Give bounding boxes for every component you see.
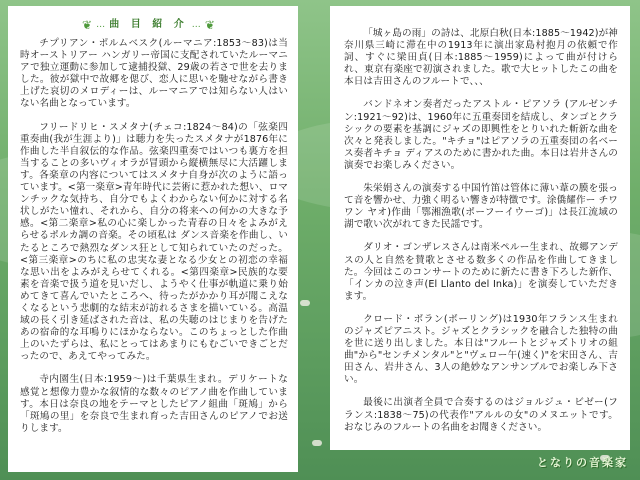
note-piazzolla: バンドネオン奏者だったアストル・ピアソラ (アルゼンチン:1921〜92)は、1960年に五重奏団を結成し、タンゴとクラシックの要素を基調にジャズの即興性をとりいれた斬新な曲を次々と発表しました。"キチョ"はピアソラの五重奏団の名ベース奏者キチョ ディアスのために書かれた曲。本日は岩井さんの演奏でお楽しみください。 — [344, 99, 618, 171]
program-notes-right-panel — [330, 6, 630, 450]
note-porumbescu: チプリアン・ポルムベスク(ルーマニア:1853〜83)は当時オーストリアー ハンガリー帝国に支配されていたルーマニアで独立運動に参加して逮捕投獄、29歳の若さで世を去りました。彼が獄中で故郷を偲び、恋人に思いを馳せながら書き上げた哀切のメロディーは、ルーマニアでは知らない人はいない名曲となっています。 — [20, 38, 288, 110]
leaf-icon: ❦ — [82, 17, 93, 32]
program-notes-left-panel — [8, 6, 298, 472]
note-bolling: クロード・ボラン(ボーリング)は1930年フランス生まれのジャズピアニスト。ジャズとクラシックを融合した独特の曲を世に送り出しました。本日は"フルートとジャズトリオの組曲"から"センチメンタル"と"ヴェロー午(速く)"を宋田さん、吉田さん、岩井さん、3人の絶妙なアンサンブルでお楽しみ下さい。 — [344, 313, 618, 386]
note-chinese-flute: 朱栄娟さんの演奏する中国竹笛は管体に薄い葦の膜を張って音を響かせ、力強く明るい響きが特徴です。涂僑耀作ー チワワン ヤオ)作曲「鄂湘漁歌(ポーフーイウーゴ)」は長江流域の湖で歌い次がれてきた民謡です。 — [344, 183, 618, 231]
section-title — [20, 12, 288, 38]
note-bizet: 最後に出演者全員で合奏するのはジョルジュ・ビゼー(フランス:1838〜75)の代表作"アルルの女"のメヌエットです。おなじみのフルートの名曲をお聞きください。 — [344, 397, 618, 433]
site-brand-logo: となりの音楽家 — [537, 456, 628, 469]
background-cow — [312, 440, 322, 446]
note-smetana: フリードリヒ・スメタナ(チェコ:1824〜84)の「弦楽四重奏曲(我が生涯より)」は聴力を失ったスメタナが1876年に作曲した半自叙伝的な作品。弦楽四重奏ではいつも裏方を担当することの多いヴィオラが冒頭から縦横無尽に大活躍します。各楽章の内容についてはスメタナ自身が次のように語っています。<第一楽章>青年時代に芸術に惹かれた想い、ロマンチックな気持ち、自分でもよくわからない何かに対する名状しがたい憧れ、それから、自分の将来への何かの大きな予感。<第二楽章>私の心に楽しかった青春の日々をよみがえらせるポルカ調の音楽。その頃私は ダンス音楽を作曲し、いたるところで熱烈なダンス狂として知られていたのだった。<第三楽章>のちに私の忠実な妻となる少女との初恋の幸福な思い出をよみがえらせてくれる。<第四楽章>民族的な要素を音楽で扱う道を見いだし、ようやく仕事が軌道に乗り始めてきて喜んでいたところへ、待ったがかかり耳が聞こえなくなるという悲劇的な結末が訪れるさまを描いている。高温域の長く引き延ばされた音は、私の失聴のはじまりを告げたあの宿命的な耳鳴りにほかならない。このちょっとした作曲上のいたずらは、私にとってはあまりにもむごいできごとだったので、あえてやってみた。 — [20, 121, 288, 363]
note-gonzalez: ダリオ・ゴンザレスさんは南米ペルー生まれ、故郷アンデスの人と自然を賛歌とさせる数多くの作品を作曲してきました。今回はこのコンサートのために新たに書き下ろした新作、「インカの泣き声(El Llanto del Inka)」を演奏していただきます。 — [344, 242, 618, 302]
section-title-text: 曲 目 紹 介 — [109, 18, 188, 30]
background-cow — [300, 300, 310, 306]
dots-icon: … — [96, 19, 106, 30]
note-jogashima: 「城ヶ島の雨」の詩は、北原白秋(日本:1885〜1942)が神奈川県三崎に滞在中の1913年に演出家島村抱月の依頼で作詞、すぐに梁田貞(日本:1885〜1959)によって曲が付けられ、東京有楽座で初演されました。歌で大ヒットしたこの曲を本日は吉田さんのフルートで、、、 — [344, 28, 618, 88]
note-terauchi: 寺内園生(日本:1959〜)は千葉県生まれ。デリケートな感覚と想像力豊かな叙情的な数々のピアノ曲を作曲しています。本日は奈良の地をテーマとしたピアノ組曲「斑鳩」から「斑鳩の里」を奈良で生まれ育った吉田さんのピアノでお送りします。 — [20, 374, 288, 434]
leaf-icon: ❦ — [204, 17, 215, 32]
dots-icon: … — [191, 19, 201, 30]
